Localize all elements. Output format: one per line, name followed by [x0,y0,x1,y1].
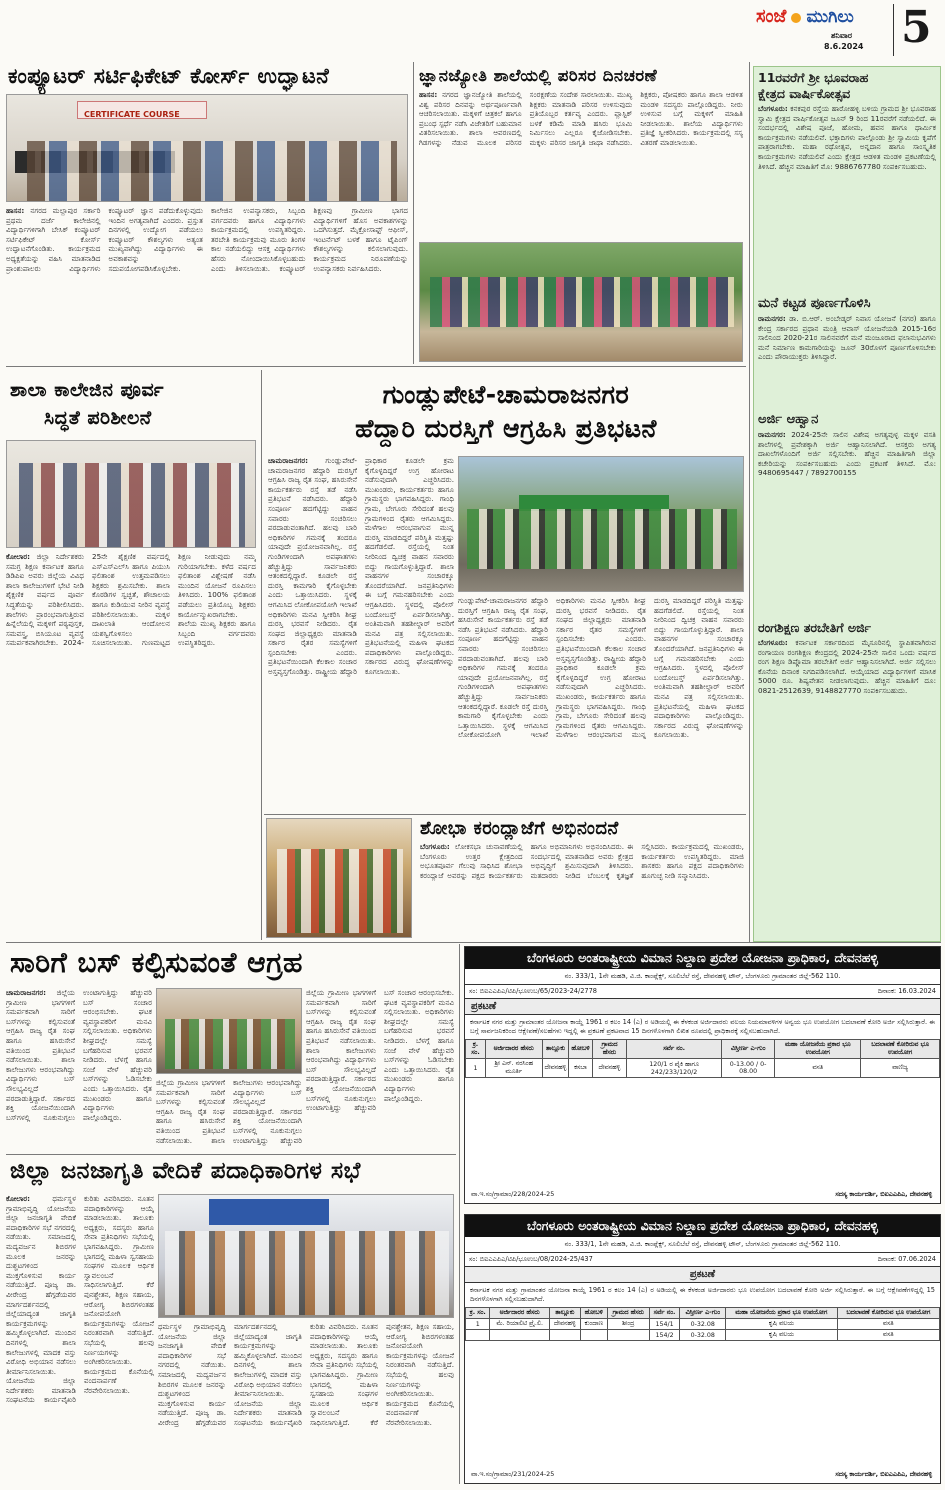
sidebar-b-headline: ಮನೆ ಕಟ್ಟಡ ಪೂರ್ಣಗೊಳಿಸಿ [758,296,871,311]
notice2-cell: ಮೆ. ರಿಯಾಲಿಟಿ ಪ್ರೈ.ಲಿ. [490,1319,549,1330]
story5-photo [266,818,412,938]
notice1-cell: 0-13.00 / 0-08.00 [721,1059,775,1078]
notice2-header-cell: ವಿಸ್ತೀರ್ಣ ಎ-ಗುಂ [680,1308,726,1319]
notice2-ref: ಸಂ: ಬಿಐಎಎಪಿಎ/ಟಿಪಿ/ಭೂಉಬ/08/2024-25/437 [469,1255,593,1263]
notice2-cell: ಶೀಂದ್ರ [607,1319,649,1330]
notice1-box [464,946,941,1204]
logo-mugilu: ಮುಗಿಲು [806,7,854,27]
notice2-header-cell: ಗ್ರಾಮದ ಹೆಸರು [607,1308,649,1319]
notice1-header-cell: ಮಹಾ ಯೋಜನೆಯ ಪ್ರಕಾರ ಭೂ ಉಪಯೋಗ [775,1040,861,1059]
sidebar-a-body: ಬೆಂಗಳೂರು: ಕನಕಪುರ ರಸ್ತೆಯ ಹಾರೋಹಳ್ಳಿ ಬಳಿಯ ಗ್ರಾಮದ ಶ್ರೀ ಭೂವರಾಹ ಸ್ವಾಮಿ ಕ್ಷೇತ್ರದ ವಾರ್ಷಿಕೋತ್ಸವ ಜೂನ್ 9 ರಿಂದ 11ರವರೆಗೆ ನಡೆಯಲಿದೆ. ಈ ಸಂದರ್ಭದಲ್ಲಿ ವಿಶೇಷ ಪೂಜೆ, ಹೋಮ, ಹವನ ಹಾಗೂ ಧಾರ್ಮಿಕ ಕಾರ್ಯಕ್ರಮಗಳು ನಡೆಯಲಿವೆ. ಭಕ್ತಾದಿಗಳು ಪಾಲ್ಗೊಂಡು ಶ್ರೀ ಸ್ವಾಮಿಯ ಕೃಪೆಗೆ ಪಾತ್ರರಾಗಬೇಕು. ಮಹಾ ರಥೋತ್ಸವ, ಅನ್ನದಾನ ಹಾಗೂ ಸಾಂಸ್ಕೃತಿಕ ಕಾರ್ಯಕ್ರಮಗಳು ನಡೆಯಲಿವೆ ಎಂದು ಕ್ಷೇತ್ರದ ಆಡಳಿತ ಮಂಡಳಿ ಪ್ರಕಟಣೆಯಲ್ಲಿ ತಿಳಿಸಿದೆ. ಹೆಚ್ಚಿನ ಮಾಹಿತಿಗೆ ಮೊ: 9886767780 ಸಂಪರ್ಕಿಸಬಹುದು. [758,104,936,171]
notice2-cell [607,1330,649,1341]
notice1-ref: ಸಂ: ಬಿಐಎಎಪಿಎ/ಟಿಪಿ/ಭೂಉಬ/65/2023-24/2778 [469,987,598,995]
notice1-date: ದಿನಾಂಕ: 16.03.2024 [877,987,936,995]
notice2-cell: 1 [466,1319,490,1330]
notice2-cell: 154/1 [649,1319,680,1330]
notice2-header-cell: ಅರ್ಜಿದಾರರ ಹೆಸರು [490,1308,549,1319]
story7-photo [158,1194,454,1318]
divider-story6 [6,1154,456,1155]
story4-headline: ಗುಂಡ್ಲುಪೇಟೆ-ಚಾಮರಾಜನಗರ ಹೆದ್ದಾರಿ ದುರಸ್ತಿಗೆ ಆಗ್ರಹಿಸಿ ಪ್ರತಿಭಟನೆ [355,380,657,443]
story6-body-right: ಜಿಲ್ಲೆಯ ಗ್ರಾಮೀಣ ಭಾಗಗಳಿಗೆ ಸಮರ್ಪಕವಾಗಿ ಸಾರಿಗೆ ಬಸ್‌ಗಳನ್ನು ಕಲ್ಪಿಸುವಂತೆ ಆಗ್ರಹಿಸಿ ರಾಜ್ಯ ರೈತ ಸಂಘ ಹಾಗೂ ಹಸಿರುಸೇನೆ ವತಿಯಿಂದ ಪ್ರತಿಭಟನೆ ನಡೆಸಲಾಯಿತು. ಶಾಲಾ ಕಾಲೇಜುಗಳು ಆರಂಭವಾಗಿದ್ದು ವಿದ್ಯಾರ್ಥಿಗಳು ಬಸ್ ಸೌಲಭ್ಯವಿಲ್ಲದೆ ಪರದಾಡುತ್ತಿದ್ದಾರೆ. ಸರ್ಕಾರದ ಶಕ್ತಿ ಯೋಜನೆಯಿಂದಾಗಿ ಬಸ್‌ಗಳಲ್ಲಿ ನೂಕುನುಗ್ಗಲು ಉಂಟಾಗುತ್ತಿದ್ದು ಹೆಚ್ಚುವರಿ [156,1078,302,1145]
notice2-cell: ಕೃಷಿ ವಲಯ [725,1319,837,1330]
notice2-footer: ಸದಸ್ಯ ಕಾರ್ಯದರ್ಶಿ, ಬಿಐಎಎಪಿಎ, ದೇವನಹಳ್ಳಿ [835,1470,932,1478]
notice2-cell: ವಸತಿ [837,1319,939,1330]
notice2-cell: 154/2 [649,1330,680,1341]
story6-body-left: ಚಾಮರಾಜನಗರ: ಜಿಲ್ಲೆಯ ಗ್ರಾಮೀಣ ಭಾಗಗಳಿಗೆ ಸಮರ್ಪಕವಾಗಿ ಸಾರಿಗೆ ಬಸ್‌ಗಳನ್ನು ಕಲ್ಪಿಸುವಂತೆ ಆಗ್ರಹಿಸಿ ರಾಜ್ಯ ರೈತ ಸಂಘ ಹಾಗೂ ಹಸಿರುಸೇನೆ ವತಿಯಿಂದ ಪ್ರತಿಭಟನೆ ನಡೆಸಲಾಯಿತು. ಶಾಲಾ ಕಾಲೇಜುಗಳು ಆರಂಭವಾಗಿದ್ದು ವಿದ್ಯಾರ್ಥಿಗಳು ಬಸ್ ಸೌಲಭ್ಯವಿಲ್ಲದೆ ಪರದಾಡುತ್ತಿದ್ದಾರೆ. ಸರ್ಕಾರದ ಶಕ್ತಿ ಯೋಜನೆಯಿಂದಾಗಿ ಬಸ್‌ಗಳಲ್ಲಿ ನೂಕುನುಗ್ಗಲು ಉಂಟಾಗುತ್ತಿದ್ದು ಹೆಚ್ಚುವರಿ ಬಸ್ ಸಂಚಾರ ಆರಂಭಿಸಬೇಕು. ಘಟಕ ವ್ಯವಸ್ಥಾಪಕರಿಗೆ ಮನವಿ ಸಲ್ಲಿಸಲಾಯಿತು. ಅಧಿಕಾರಿಗಳು ಶೀಘ್ರದಲ್ಲೇ ಸಮಸ್ಯೆ ಬಗೆಹರಿಸುವ ಭರವಸೆ ನೀಡಿದರು. ಬೆಳಗ್ಗೆ ಹಾಗೂ ಸಂಜೆ ವೇಳೆ ಹೆಚ್ಚುವರಿ ಬಸ್‌ಗಳನ್ನು ಓಡಿಸಬೇಕು ಎಂದು ಒತ್ತಾಯಿಸಿದರು. ರೈತ ಮುಖಂಡರು ಹಾಗೂ ವಿದ್ಯಾರ್ಥಿಗಳು ಪಾಲ್ಗೊಂಡಿದ್ದರು. [6,988,152,1122]
notice2-cell [490,1330,549,1341]
story7-body-right: ಧರ್ಮಸ್ಥಳ ಗ್ರಾಮಾಭಿವೃದ್ಧಿ ಯೋಜನೆಯ ಜಿಲ್ಲಾ ಜನಜಾಗೃತಿ ವೇದಿಕೆ ಪದಾಧಿಕಾರಿಗಳ ಸಭೆ ನಗರದಲ್ಲಿ ನಡೆಯಿತು. ಸಮಾಜದಲ್ಲಿ ಮದ್ಯವರ್ಜನ ಶಿಬಿರಗಳ ಮೂಲಕ ಜನರನ್ನು ದುಶ್ಚಟಗಳಿಂದ ಮುಕ್ತಗೊಳಿಸುವ ಕಾರ್ಯ ನಡೆಯುತ್ತಿದೆ. ಪೂಜ್ಯ ಡಾ. ವೀರೇಂದ್ರ ಹೆಗ್ಗಡೆಯವರ ಮಾರ್ಗದರ್ಶನದಲ್ಲಿ ಜಿಲ್ಲೆಯಾದ್ಯಂತ ಜಾಗೃತಿ ಕಾರ್ಯಕ್ರಮಗಳನ್ನು ಹಮ್ಮಿಕೊಳ್ಳಲಾಗಿದೆ. ಮುಂದಿನ ದಿನಗಳಲ್ಲಿ ಶಾಲಾ ಕಾಲೇಜುಗಳಲ್ಲಿ ಮಾದಕ ವಸ್ತು ವಿರೋಧಿ ಅಭಿಯಾನ ನಡೆಸಲು ತೀರ್ಮಾನಿಸಲಾಯಿತು. ಯೋಜನೆಯ ಜಿಲ್ಲಾ ನಿರ್ದೇಶಕರು ಮಾತನಾಡಿ ಸಂಘಟನೆಯ ಕಾರ್ಯವೈಖರಿ ಕುರಿತು ವಿವರಿಸಿದರು. ನೂತನ ಪದಾಧಿಕಾರಿಗಳನ್ನು ಆಯ್ಕೆ ಮಾಡಲಾಯಿತು. ತಾಲೂಕು ಅಧ್ಯಕ್ಷರು, ಸದಸ್ಯರು ಹಾಗೂ ಸೇವಾ ಪ್ರತಿನಿಧಿಗಳು ಸಭೆಯಲ್ಲಿ ಭಾಗವಹಿಸಿದ್ದರು. ಗ್ರಾಮೀಣ ಭಾಗದಲ್ಲಿ ಮಹಿಳಾ ಸ್ವಸಹಾಯ ಸಂಘಗಳ ಮೂಲಕ ಆರ್ಥಿಕ ಸ್ವಾವಲಂಬನೆ ಸಾಧಿಸಲಾಗುತ್ತಿದೆ. ಕೆರೆ ಪುನಶ್ಚೇತನ, ಶಿಕ್ಷಣ ಸಹಾಯ, ಆರೋಗ್ಯ ಶಿಬಿರಗಳಂತಹ ಜನೋಪಯೋಗಿ ಕಾರ್ಯಕ್ರಮಗಳನ್ನು ಯೋಜನೆ ನಿರಂತರವಾಗಿ ನಡೆಸುತ್ತಿದೆ. ಸಭೆಯಲ್ಲಿ ಹಲವು ನಿರ್ಣಯಗಳನ್ನು ಅಂಗೀಕರಿಸಲಾಯಿತು. ಕಾರ್ಯಕ್ರಮದ ಕೊನೆಯಲ್ಲಿ ವಂದನಾರ್ಪಣೆ ನೆರವೇರಿಸಲಾಯಿತು. [158,1322,454,1427]
notice1-footer-ref: ವಾ.ಇ.ಸಂ/ಗ್ರಾಮಾಂ/228/2024-25 [471,1190,555,1198]
people-group [27,141,397,201]
masthead-date: 8.6.2024 [824,42,864,51]
notice2-intro: ಕರ್ನಾಟಕ ನಗರ ಮತ್ತು ಗ್ರಾಮಾಂತರ ಯೋಜನಾ ಕಾಯ್ದೆ 1961 ರ ಕಲಂ 14 (ಎ) ರ ಅಡಿಯಲ್ಲಿ ಈ ಕೆಳಕಂಡ ಅರ್ಜಿದಾರರು ಭೂ ಉಪಯೋಗ ಬದಲಾವಣೆ ಕೋರಿ ಅರ್ಜಿ ಸಲ್ಲಿಸಿರುತ್ತಾರೆ. ಈ ಬಗ್ಗೆ ಆಕ್ಷೇಪಣೆಗಳಿದ್ದಲ್ಲಿ 15 ದಿನಗಳೊಳಗಾಗಿ ಸಲ್ಲಿಸಬಹುದಾಗಿದೆ. [470,1286,935,1303]
garland-group [277,849,403,933]
story5-headline: ಶೋಭಾ ಕರಂದ್ಲಾಜೆಗೆ ಅಭಿನಂದನೆ [420,818,619,839]
story6-photo [156,988,302,1074]
notice2-authority: ಬೆಂಗಳೂರು ಅಂತರಾಷ್ಟ್ರೀಯ ವಿಮಾನ ನಿಲ್ದಾಣ ಪ್ರದೇಶ ಯೋಜನಾ ಪ್ರಾಧಿಕಾರ, ದೇವನಹಳ್ಳಿ [465,1215,940,1237]
notice1-cell: 120/1 ರ ಪೈಕಿ ಹಾಗೂ 242/233/120/2 [627,1059,721,1078]
notice1-header-cell: ಹೋಬಳಿ [569,1040,592,1059]
notice1-title: ಪ್ರಕಟಣೆ [465,999,940,1015]
notice2-cell [549,1330,580,1341]
sidebar-a-headline: 11ರವರೆಗೆ ಶ್ರೀ ಭೂವರಾಹ ಕ್ಷೇತ್ರದ ವಾರ್ಷಿಕೋತ್ಸವ [758,70,869,101]
notice1-header-cell: ಕ್ರ. ಸಂ. [466,1040,486,1059]
table-row [466,1059,940,1078]
divider-col2 [749,62,750,942]
masthead-day: ಶನಿವಾರ [831,31,853,40]
notice1-header-cell: ವಿಸ್ತೀರ್ಣ ಎ-ಗುಂ [721,1040,775,1059]
story1-text: ನಗರದ ಮಲ್ಲಾಪುರ ಸರ್ಕಾರಿ ಪ್ರಥಮ ದರ್ಜೆ ಕಾಲೇಜಿನಲ್ಲಿ ವಿದ್ಯಾರ್ಥಿಗಳಿಗಾಗಿ ಬೇಸಿಕ್ ಕಂಪ್ಯೂಟರ್ ಸರ್ಟಿಫಿಕೇಟ್ ಕೋರ್ಸ್ ಉದ್ಘಾಟನೆಗೊಂಡಿತು. ಕಾರ್ಯಕ್ರಮದ ಅಧ್ಯಕ್ಷತೆಯನ್ನು ವಹಿಸಿ ಮಾತನಾಡಿದ ಪ್ರಾಂಶುಪಾಲರು ವಿದ್ಯಾರ್ಥಿಗಳು ಕಂಪ್ಯೂಟರ್ ಜ್ಞಾನ ಪಡೆದುಕೊಳ್ಳುವುದು ಇಂದಿನ ಅಗತ್ಯವಾಗಿದೆ ಎಂದರು. ಪ್ರಸ್ತುತ ದಿನಗಳಲ್ಲಿ ಉದ್ಯೋಗ ಪಡೆಯಲು ಕಂಪ್ಯೂಟರ್ ಕೌಶಲ್ಯಗಳು ಅತ್ಯಂತ ಮುಖ್ಯವಾಗಿದ್ದು ವಿದ್ಯಾರ್ಥಿಗಳು ಈ ಅವಕಾಶವನ್ನು ಸದುಪಯೋಗಪಡಿಸಿಕೊಳ್ಳಬೇಕು. ಕಾಲೇಜಿನ ಉಪನ್ಯಾಸಕರು, ಸಿಬ್ಬಂದಿ ವರ್ಗದವರು ಹಾಗೂ ವಿದ್ಯಾರ್ಥಿಗಳು ಕಾರ್ಯಕ್ರಮದಲ್ಲಿ ಉಪಸ್ಥಿತರಿದ್ದರು. ತರಬೇತಿ ಕಾರ್ಯಕ್ರಮವು ಮೂರು ತಿಂಗಳ ಕಾಲ ನಡೆಯಲಿದ್ದು ಆಸಕ್ತ ವಿದ್ಯಾರ್ಥಿಗಳು ಹೆಸರು ನೋಂದಾಯಿಸಿಕೊಳ್ಳಬಹುದು ಎಂದು ತಿಳಿಸಲಾಯಿತು. ಕಂಪ್ಯೂಟರ್ ಶಿಕ್ಷಣವು ಗ್ರಾಮೀಣ ಭಾಗದ ವಿದ್ಯಾರ್ಥಿಗಳಿಗೆ ಹೊಸ ಅವಕಾಶಗಳನ್ನು ಒದಗಿಸುತ್ತದೆ. ಮೈಕ್ರೋಸಾಫ್ಟ್ ಆಫೀಸ್, ಇಂಟರ್ನೆಟ್ ಬಳಕೆ ಹಾಗೂ ಟೈಪಿಂಗ್ ಕೌಶಲ್ಯಗಳನ್ನು ಕಲಿಸಲಾಗುವುದು. ಕಾರ್ಯಕ್ರಮದ ನಿರೂಪಣೆಯನ್ನು ಉಪನ್ಯಾಸಕರು ನಿರ್ವಹಿಸಿದರು. [6,206,408,273]
notice1-cell: 1 [466,1059,486,1078]
notice2-title: ಪ್ರಕಟಣೆ [465,1267,940,1283]
notice1-header-cell: ಅರ್ಜಿದಾರರ ಹೆಸರು [485,1040,542,1059]
masthead [756,4,941,56]
page-number: 5 [901,2,932,53]
sidebar-c-headline: ಅರ್ಜಿ ಆಹ್ವಾನ [758,412,819,427]
story6-headline: ಸಾರಿಗೆ ಬಸ್ ಕಲ್ಪಿಸುವಂತೆ ಆಗ್ರಹ [10,946,303,979]
logo-sanje: ಸಂಜೆ [756,6,787,27]
divider-story3 [261,370,262,940]
notice1-header-cell: ತಾಲ್ಲೂಕು [542,1040,569,1059]
story1-dateline: ಹಾಸನ: [6,206,25,215]
story4-photo [458,456,744,592]
sitting-protesters [165,1019,295,1069]
officials-group [19,463,245,547]
story1-body [6,206,408,362]
sidebar-b-body: ರಾಮನಗರ: ಡಾ. ಬಿ.ಆರ್. ಅಂಬೇಡ್ಕರ್ ನಿವಾಸ ಯೋಜನೆ (ನಗರ) ಹಾಗೂ ಕೇಂದ್ರ ಸರ್ಕಾರದ ಪ್ರಧಾನ ಮಂತ್ರಿ ಆವಾಸ್ ಯೋಜನೆಯಡಿ 2015-16ರ ಸಾಲಿನಿಂದ 2020-21ರ ಸಾಲಿನವರೆಗೆ ಮನೆ ಮಂಜೂರಾದ ಫಲಾನುಭವಿಗಳು ಮನೆ ನಿರ್ಮಾಣ ಕಾಮಗಾರಿಯನ್ನು ಜೂನ್ 30ರೊಳಗೆ ಪೂರ್ಣಗೊಳಿಸಬೇಕು ಎಂದು ಪೌರಾಯುಕ್ತರು ತಿಳಿಸಿದ್ದಾರೆ. [758,314,936,362]
notice2-cell: ಕುಂದಾಣ [580,1319,607,1330]
divider-story4 [264,814,746,815]
notice1-header-cell: ಸರ್ವೆ ನಂ. [627,1040,721,1059]
story4-body-bottom: ಗುಂಡ್ಲುಪೇಟೆ-ಚಾಮರಾಜನಗರ ಹೆದ್ದಾರಿ ದುರಸ್ತಿಗೆ ಆಗ್ರಹಿಸಿ ರಾಜ್ಯ ರೈತ ಸಂಘ, ಹಸಿರುಸೇನೆ ಕಾರ್ಯಕರ್ತರು ರಸ್ತೆ ತಡೆ ನಡೆಸಿ ಪ್ರತಿಭಟನೆ ನಡೆಸಿದರು. ಹೆದ್ದಾರಿ ಸಂಪೂರ್ಣ ಹದಗೆಟ್ಟಿದ್ದು ವಾಹನ ಸವಾರರು ಸಂಚರಿಸಲು ಪರದಾಡುವಂತಾಗಿದೆ. ಹಲವು ಬಾರಿ ಅಧಿಕಾರಿಗಳ ಗಮನಕ್ಕೆ ತಂದರೂ ಯಾವುದೇ ಪ್ರಯೋಜನವಾಗಿಲ್ಲ. ರಸ್ತೆ ಗುಂಡಿಗಳಿಂದಾಗಿ ಅಪಘಾತಗಳು ಹೆಚ್ಚುತ್ತಿದ್ದು ಸಾರ್ವಜನಿಕರು ಆತಂಕದಲ್ಲಿದ್ದಾರೆ. ಕೂಡಲೇ ರಸ್ತೆ ದುರಸ್ತಿ ಕಾಮಗಾರಿ ಕೈಗೊಳ್ಳಬೇಕು ಎಂದು ಒತ್ತಾಯಿಸಿದರು. ಸ್ಥಳಕ್ಕೆ ಆಗಮಿಸಿದ ಲೋಕೋಪಯೋಗಿ ಇಲಾಖೆ ಅಧಿಕಾರಿಗಳು ಮನವಿ ಸ್ವೀಕರಿಸಿ ಶೀಘ್ರ ದುರಸ್ತಿ ಭರವಸೆ ನೀಡಿದರು. ರೈತ ಸಂಘದ ಜಿಲ್ಲಾಧ್ಯಕ್ಷರು ಮಾತನಾಡಿ ಸರ್ಕಾರ ರೈತರ ಸಮಸ್ಯೆಗಳಿಗೆ ಸ್ಪಂದಿಸಬೇಕು ಎಂದರು. ಪ್ರತಿಭಟನೆಯಿಂದಾಗಿ ಕೆಲಕಾಲ ಸಂಚಾರ ಅಸ್ತವ್ಯಸ್ತಗೊಂಡಿತ್ತು. ರಾಷ್ಟ್ರೀಯ ಹೆದ್ದಾರಿ ಪ್ರಾಧಿಕಾರ ಕೂಡಲೇ ಕ್ರಮ ಕೈಗೊಳ್ಳದಿದ್ದರೆ ಉಗ್ರ ಹೋರಾಟ ನಡೆಸುವುದಾಗಿ ಎಚ್ಚರಿಸಿದರು. ಮುಖಂಡರು, ಕಾರ್ಯಕರ್ತರು ಹಾಗೂ ಗ್ರಾಮಸ್ಥರು ಭಾಗವಹಿಸಿದ್ದರು. ಗಾಂಧಿ ಗ್ರಾಮ, ಬೇಗೂರು ಸೇರಿದಂತೆ ಹಲವು ಗ್ರಾಮಗಳಿಂದ ರೈತರು ಆಗಮಿಸಿದ್ದರು. ಮಳೆಗಾಲ ಆರಂಭವಾಗುವ ಮುನ್ನ ದುರಸ್ತಿ ಮಾಡದಿದ್ದರೆ ಪರಿಸ್ಥಿತಿ ಮತ್ತಷ್ಟು ಹದಗೆಡಲಿದೆ. ರಸ್ತೆಯಲ್ಲಿ ನಿಂತ ನೀರಿನಿಂದ ದ್ವಿಚಕ್ರ ವಾಹನ ಸವಾರರು ಬಿದ್ದು ಗಾಯಗೊಳ್ಳುತ್ತಿದ್ದಾರೆ. ಶಾಲಾ ವಾಹನಗಳ ಸಂಚಾರಕ್ಕೂ ತೊಂದರೆಯಾಗಿದೆ. ಜನಪ್ರತಿನಿಧಿಗಳು ಈ ಬಗ್ಗೆ ಗಮನಹರಿಸಬೇಕು ಎಂದು ಆಗ್ರಹಿಸಿದರು. ಸ್ಥಳದಲ್ಲಿ ಪೊಲೀಸ್ ಬಂದೋಬಸ್ತ್ ಏರ್ಪಡಿಸಲಾಗಿತ್ತು. ಅಂತಿಮವಾಗಿ ತಹಶೀಲ್ದಾರ್ ಅವರಿಗೆ ಮನವಿ ಪತ್ರ ಸಲ್ಲಿಸಲಾಯಿತು. ಪ್ರತಿಭಟನೆಯಲ್ಲಿ ಮಹಿಳಾ ಘಟಕದ ಪದಾಧಿಕಾರಿಗಳು ಪಾಲ್ಗೊಂಡಿದ್ದರು. ಸರ್ಕಾರದ ವಿರುದ್ಧ ಘೋಷಣೆಗಳನ್ನು ಕೂಗಲಾಯಿತು. [458,596,744,740]
notice1-cell: ವಸತಿ [775,1059,861,1078]
notice2-footer-ref: ವಾ.ಇ.ಸಂ/ಗ್ರಾಮಾಂ/231/2024-25 [471,1470,555,1478]
story4-body-top: ಚಾಮರಾಜನಗರ: ಗುಂಡ್ಲುಪೇಟೆ-ಚಾಮರಾಜನಗರ ಹೆದ್ದಾರಿ ದುರಸ್ತಿಗೆ ಆಗ್ರಹಿಸಿ ರಾಜ್ಯ ರೈತ ಸಂಘ, ಹಸಿರುಸೇನೆ ಕಾರ್ಯಕರ್ತರು ರಸ್ತೆ ತಡೆ ನಡೆಸಿ ಪ್ರತಿಭಟನೆ ನಡೆಸಿದರು. ಹೆದ್ದಾರಿ ಸಂಪೂರ್ಣ ಹದಗೆಟ್ಟಿದ್ದು ವಾಹನ ಸವಾರರು ಸಂಚರಿಸಲು ಪರದಾಡುವಂತಾಗಿದೆ. ಹಲವು ಬಾರಿ ಅಧಿಕಾರಿಗಳ ಗಮನಕ್ಕೆ ತಂದರೂ ಯಾವುದೇ ಪ್ರಯೋಜನವಾಗಿಲ್ಲ. ರಸ್ತೆ ಗುಂಡಿಗಳಿಂದಾಗಿ ಅಪಘಾತಗಳು ಹೆಚ್ಚುತ್ತಿದ್ದು ಸಾರ್ವಜನಿಕರು ಆತಂಕದಲ್ಲಿದ್ದಾರೆ. ಕೂಡಲೇ ರಸ್ತೆ ದುರಸ್ತಿ ಕಾಮಗಾರಿ ಕೈಗೊಳ್ಳಬೇಕು ಎಂದು ಒತ್ತಾಯಿಸಿದರು. ಸ್ಥಳಕ್ಕೆ ಆಗಮಿಸಿದ ಲೋಕೋಪಯೋಗಿ ಇಲಾಖೆ ಅಧಿಕಾರಿಗಳು ಮನವಿ ಸ್ವೀಕರಿಸಿ ಶೀಘ್ರ ದುರಸ್ತಿ ಭರವಸೆ ನೀಡಿದರು. ರೈತ ಸಂಘದ ಜಿಲ್ಲಾಧ್ಯಕ್ಷರು ಮಾತನಾಡಿ ಸರ್ಕಾರ ರೈತರ ಸಮಸ್ಯೆಗಳಿಗೆ ಸ್ಪಂದಿಸಬೇಕು ಎಂದರು. ಪ್ರತಿಭಟನೆಯಿಂದಾಗಿ ಕೆಲಕಾಲ ಸಂಚಾರ ಅಸ್ತವ್ಯಸ್ತಗೊಂಡಿತ್ತು. ರಾಷ್ಟ್ರೀಯ ಹೆದ್ದಾರಿ ಪ್ರಾಧಿಕಾರ ಕೂಡಲೇ ಕ್ರಮ ಕೈಗೊಳ್ಳದಿದ್ದರೆ ಉಗ್ರ ಹೋರಾಟ ನಡೆಸುವುದಾಗಿ ಎಚ್ಚರಿಸಿದರು. ಮುಖಂಡರು, ಕಾರ್ಯಕರ್ತರು ಹಾಗೂ ಗ್ರಾಮಸ್ಥರು ಭಾಗವಹಿಸಿದ್ದರು. ಗಾಂಧಿ ಗ್ರಾಮ, ಬೇಗೂರು ಸೇರಿದಂತೆ ಹಲವು ಗ್ರಾಮಗಳಿಂದ ರೈತರು ಆಗಮಿಸಿದ್ದರು. ಮಳೆಗಾಲ ಆರಂಭವಾಗುವ ಮುನ್ನ ದುರಸ್ತಿ ಮಾಡದಿದ್ದರೆ ಪರಿಸ್ಥಿತಿ ಮತ್ತಷ್ಟು ಹದಗೆಡಲಿದೆ. ರಸ್ತೆಯಲ್ಲಿ ನಿಂತ ನೀರಿನಿಂದ ದ್ವಿಚಕ್ರ ವಾಹನ ಸವಾರರು ಬಿದ್ದು ಗಾಯಗೊಳ್ಳುತ್ತಿದ್ದಾರೆ. ಶಾಲಾ ವಾಹನಗಳ ಸಂಚಾರಕ್ಕೂ ತೊಂದರೆಯಾಗಿದೆ. ಜನಪ್ರತಿನಿಧಿಗಳು ಈ ಬಗ್ಗೆ ಗಮನಹರಿಸಬೇಕು ಎಂದು ಆಗ್ರಹಿಸಿದರು. ಸ್ಥಳದಲ್ಲಿ ಪೊಲೀಸ್ ಬಂದೋಬಸ್ತ್ ಏರ್ಪಡಿಸಲಾಗಿತ್ತು. ಅಂತಿಮವಾಗಿ ತಹಶೀಲ್ದಾರ್ ಅವರಿಗೆ ಮನವಿ ಪತ್ರ ಸಲ್ಲಿಸಲಾಯಿತು. ಪ್ರತಿಭಟನೆಯಲ್ಲಿ ಮಹಿಳಾ ಘಟಕದ ಪದಾಧಿಕಾರಿಗಳು ಪಾಲ್ಗೊಂಡಿದ್ದರು. ಸರ್ಕಾರದ ವಿರುದ್ಧ ಘೋಷಣೆಗಳನ್ನು ಕೂಗಲಾಯಿತು. [268,456,454,677]
masthead-logo [756,6,891,30]
notice1-header-cell: ಬದಲಾವಣೆ ಕೋರಿರುವ ಭೂ ಉಪಯೋಗ [861,1040,940,1059]
story7-headline: ಜಿಲ್ಲಾ ಜನಜಾಗೃತಿ ವೇದಿಕೆ ಪದಾಧಿಕಾರಿಗಳ ಸಭೆ [10,1158,361,1184]
notice2-header-cell: ಸರ್ವೆ ನಂ. [649,1308,680,1319]
story6-body-far: ಜಿಲ್ಲೆಯ ಗ್ರಾಮೀಣ ಭಾಗಗಳಿಗೆ ಸಮರ್ಪಕವಾಗಿ ಸಾರಿಗೆ ಬಸ್‌ಗಳನ್ನು ಕಲ್ಪಿಸುವಂತೆ ಆಗ್ರಹಿಸಿ ರಾಜ್ಯ ರೈತ ಸಂಘ ಹಾಗೂ ಹಸಿರುಸೇನೆ ವತಿಯಿಂದ ಪ್ರತಿಭಟನೆ ನಡೆಸಲಾಯಿತು. ಶಾಲಾ ಕಾಲೇಜುಗಳು ಆರಂಭವಾಗಿದ್ದು ವಿದ್ಯಾರ್ಥಿಗಳು ಬಸ್ ಸೌಲಭ್ಯವಿಲ್ಲದೆ ಪರದಾಡುತ್ತಿದ್ದಾರೆ. ಸರ್ಕಾರದ ಶಕ್ತಿ ಯೋಜನೆಯಿಂದಾಗಿ ಬಸ್‌ಗಳಲ್ಲಿ ನೂಕುನುಗ್ಗಲು ಉಂಟಾಗುತ್ತಿದ್ದು ಹೆಚ್ಚುವರಿ ಬಸ್ ಸಂಚಾರ ಆರಂಭಿಸಬೇಕು. ಘಟಕ ವ್ಯವಸ್ಥಾಪಕರಿಗೆ ಮನವಿ ಸಲ್ಲಿಸಲಾಯಿತು. ಅಧಿಕಾರಿಗಳು ಶೀಘ್ರದಲ್ಲೇ ಸಮಸ್ಯೆ ಬಗೆಹರಿಸುವ ಭರವಸೆ ನೀಡಿದರು. ಬೆಳಗ್ಗೆ ಹಾಗೂ ಸಂಜೆ ವೇಳೆ ಹೆಚ್ಚುವರಿ ಬಸ್‌ಗಳನ್ನು ಓಡಿಸಬೇಕು ಎಂದು ಒತ್ತಾಯಿಸಿದರು. ರೈತ ಮುಖಂಡರು ಹಾಗೂ ವಿದ್ಯಾರ್ಥಿಗಳು ಪಾಲ್ಗೊಂಡಿದ್ದರು. [306,988,454,1113]
students-group [430,277,734,327]
divider-bottom [459,944,460,1484]
notice2-cell: ವಸತಿ [837,1330,939,1341]
story7-body-left: ಕೋಲಾರ: ಧರ್ಮಸ್ಥಳ ಗ್ರಾಮಾಭಿವೃದ್ಧಿ ಯೋಜನೆಯ ಜಿಲ್ಲಾ ಜನಜಾಗೃತಿ ವೇದಿಕೆ ಪದಾಧಿಕಾರಿಗಳ ಸಭೆ ನಗರದಲ್ಲಿ ನಡೆಯಿತು. ಸಮಾಜದಲ್ಲಿ ಮದ್ಯವರ್ಜನ ಶಿಬಿರಗಳ ಮೂಲಕ ಜನರನ್ನು ದುಶ್ಚಟಗಳಿಂದ ಮುಕ್ತಗೊಳಿಸುವ ಕಾರ್ಯ ನಡೆಯುತ್ತಿದೆ. ಪೂಜ್ಯ ಡಾ. ವೀರೇಂದ್ರ ಹೆಗ್ಗಡೆಯವರ ಮಾರ್ಗದರ್ಶನದಲ್ಲಿ ಜಿಲ್ಲೆಯಾದ್ಯಂತ ಜಾಗೃತಿ ಕಾರ್ಯಕ್ರಮಗಳನ್ನು ಹಮ್ಮಿಕೊಳ್ಳಲಾಗಿದೆ. ಮುಂದಿನ ದಿನಗಳಲ್ಲಿ ಶಾಲಾ ಕಾಲೇಜುಗಳಲ್ಲಿ ಮಾದಕ ವಸ್ತು ವಿರೋಧಿ ಅಭಿಯಾನ ನಡೆಸಲು ತೀರ್ಮಾನಿಸಲಾಯಿತು. ಯೋಜನೆಯ ಜಿಲ್ಲಾ ನಿರ್ದೇಶಕರು ಮಾತನಾಡಿ ಸಂಘಟನೆಯ ಕಾರ್ಯವೈಖರಿ ಕುರಿತು ವಿವರಿಸಿದರು. ನೂತನ ಪದಾಧಿಕಾರಿಗಳನ್ನು ಆಯ್ಕೆ ಮಾಡಲಾಯಿತು. ತಾಲೂಕು ಅಧ್ಯಕ್ಷರು, ಸದಸ್ಯರು ಹಾಗೂ ಸೇವಾ ಪ್ರತಿನಿಧಿಗಳು ಸಭೆಯಲ್ಲಿ ಭಾಗವಹಿಸಿದ್ದರು. ಗ್ರಾಮೀಣ ಭಾಗದಲ್ಲಿ ಮಹಿಳಾ ಸ್ವಸಹಾಯ ಸಂಘಗಳ ಮೂಲಕ ಆರ್ಥಿಕ ಸ್ವಾವಲಂಬನೆ ಸಾಧಿಸಲಾಗುತ್ತಿದೆ. ಕೆರೆ ಪುನಶ್ಚೇತನ, ಶಿಕ್ಷಣ ಸಹಾಯ, ಆರೋಗ್ಯ ಶಿಬಿರಗಳಂತಹ ಜನೋಪಯೋಗಿ ಕಾರ್ಯಕ್ರಮಗಳನ್ನು ಯೋಜನೆ ನಿರಂತರವಾಗಿ ನಡೆಸುತ್ತಿದೆ. ಸಭೆಯಲ್ಲಿ ಹಲವು ನಿರ್ಣಯಗಳನ್ನು ಅಂಗೀಕರಿಸಲಾಯಿತು. ಕಾರ್ಯಕ್ರಮದ ಕೊನೆಯಲ್ಲಿ ವಂದನಾರ್ಪಣೆ ನೆರವೇರಿಸಲಾಯಿತು. [6,1194,154,1405]
story2-dateline: ಹಾಸನ: [419,90,438,99]
table-row [466,1319,940,1330]
notice2-header-cell: ತಾಲ್ಲೂಕು [549,1308,580,1319]
sidebar-c-body: ರಾಮನಗರ: 2024-25ನೇ ಸಾಲಿನ ವಿಶೇಷ ಅಗತ್ಯವುಳ್ಳ ಮಕ್ಕಳ ವಸತಿ ಶಾಲೆಗಳಲ್ಲಿ ಪ್ರವೇಶಕ್ಕಾಗಿ ಅರ್ಜಿ ಆಹ್ವಾನಿಸಲಾಗಿದೆ. ಆಸಕ್ತರು ಅಗತ್ಯ ದಾಖಲೆಗಳೊಂದಿಗೆ ಅರ್ಜಿ ಸಲ್ಲಿಸಬೇಕು. ಹೆಚ್ಚಿನ ಮಾಹಿತಿಗಾಗಿ ಜಿಲ್ಲಾ ಕಚೇರಿಯನ್ನು ಸಂಪರ್ಕಿಸಬಹುದು ಎಂದು ಪ್ರಕಟಣೆ ತಿಳಿಸಿದೆ. ಮೊ: 9480695447 / 7892700155 [758,430,936,478]
notice2-cell: ಕೃಷಿ ವಲಯ [725,1330,837,1341]
table-row [466,1330,940,1341]
notice1-footer: ಸದಸ್ಯ ಕಾರ್ಯದರ್ಶಿ, ಬಿಐಎಎಪಿಎ, ದೇವನಹಳ್ಳಿ [835,1190,932,1198]
masthead-divider [893,4,894,56]
divider-col1 [413,62,414,364]
story3-body: ಕೋಲಾರ: ಜಿಲ್ಲಾ ನಿರ್ದೇಶಕರು ಸಮಗ್ರ ಶಿಕ್ಷಣ ಕರ್ನಾಟಕ ಹಾಗೂ ಡಿಡಿಪಿಐ ಅವರು ಜಿಲ್ಲೆಯ ವಿವಿಧ ಶಾಲಾ ಕಾಲೇಜುಗಳಿಗೆ ಭೇಟಿ ನೀಡಿ ಶೈಕ್ಷಣಿಕ ವರ್ಷದ ಪೂರ್ವ ಸಿದ್ಧತೆಯನ್ನು ಪರಿಶೀಲಿಸಿದರು. ಶಾಲೆಗಳು ಪ್ರಾರಂಭವಾಗುತ್ತಿರುವ ಹಿನ್ನೆಲೆಯಲ್ಲಿ ಮಕ್ಕಳಿಗೆ ಪಠ್ಯಪುಸ್ತಕ, ಸಮವಸ್ತ್ರ, ಬಿಸಿಯೂಟ ವ್ಯವಸ್ಥೆ ಸಮರ್ಪಕವಾಗಿರಬೇಕು. 2024-25ನೇ ಶೈಕ್ಷಣಿಕ ವರ್ಷದಲ್ಲಿ ಎಸ್‌ಎಸ್‌ಎಲ್‌ಸಿ ಹಾಗೂ ಪಿಯುಸಿ ಫಲಿತಾಂಶ ಉತ್ತಮಪಡಿಸಲು ಶಿಕ್ಷಕರು ಶ್ರಮಿಸಬೇಕು. ಶಾಲಾ ಕೊಠಡಿಗಳ ಸ್ವಚ್ಛತೆ, ಶೌಚಾಲಯ ಹಾಗೂ ಕುಡಿಯುವ ನೀರಿನ ವ್ಯವಸ್ಥೆ ಪರಿಶೀಲಿಸಲಾಯಿತು. ಮಕ್ಕಳ ದಾಖಲಾತಿ ಆಂದೋಲನ ಯಶಸ್ವಿಗೊಳಿಸಲು ಸೂಚಿಸಲಾಯಿತು. ಗುಣಮಟ್ಟದ ಶಿಕ್ಷಣ ನೀಡುವುದು ನಮ್ಮ ಗುರಿಯಾಗಬೇಕು. ಕಳೆದ ವರ್ಷದ ಫಲಿತಾಂಶ ವಿಶ್ಲೇಷಣೆ ನಡೆಸಿ ಮುಂದಿನ ಯೋಜನೆ ರೂಪಿಸಲು ತಿಳಿಸಿದರು. 100% ಫಲಿತಾಂಶ ಪಡೆಯಲು ಪ್ರತಿಯೊಬ್ಬ ಶಿಕ್ಷಕರು ಕಾರ್ಯೋನ್ಮುಖರಾಗಬೇಕು. ಶಾಲೆಯ ಮುಖ್ಯ ಶಿಕ್ಷಕರು ಹಾಗೂ ಸಿಬ್ಬಂದಿ ವರ್ಗದವರು ಉಪಸ್ಥಿತರಿದ್ದರು. [6,552,256,648]
story3-photo [6,440,256,548]
dignitaries-group [165,1231,449,1315]
story2-headline: ಜ್ಞಾನಜ್ಯೋತಿ ಶಾಲೆಯಲ್ಲಿ ಪರಿಸರ ದಿನಚರಣೆ [419,66,658,85]
stage-banner [209,1199,329,1225]
story2-photo [419,242,743,362]
notice2-cell [580,1330,607,1341]
notice1-intro: ಕರ್ನಾಟಕ ನಗರ ಮತ್ತು ಗ್ರಾಮಾಂತರ ಯೋಜನಾ ಕಾಯ್ದೆ 1961 ರ ಕಲಂ 14 (ಎ) ರ ಅಡಿಯಲ್ಲಿ ಈ ಕೆಳಕಂಡ ಅರ್ಜಿದಾರರು ವಲಯ ನಿಯಮಾವಳಿಗಳ ಅನ್ವಯ ಭೂ ಉಪಯೋಗ ಬದಲಾವಣೆ ಕೋರಿ ಅರ್ಜಿ ಸಲ್ಲಿಸಿರುತ್ತಾರೆ. ಈ ಬಗ್ಗೆ ಸಾರ್ವಜನಿಕರಿಂದ ಆಕ್ಷೇಪಣೆ/ಸಲಹೆಗಳು ಇದ್ದಲ್ಲಿ ಈ ಪ್ರಕಟಣೆ ಪ್ರಕಟವಾದ 15 ದಿನಗಳೊಳಗಾಗಿ ಲಿಖಿತ ರೂಪದಲ್ಲಿ ಪ್ರಾಧಿಕಾರಕ್ಕೆ ಸಲ್ಲಿಸಬಹುದಾಗಿದೆ. [470,1018,935,1035]
notice2-table [465,1307,940,1341]
sun-icon [791,13,801,23]
notice1-cell: ಶ್ರೀ ಎನ್. ನರಸಿಂಹ ಮೂರ್ತಿ [485,1059,542,1078]
story1-photo [6,94,408,202]
sidebar-d-headline: ರಂಗಶಿಕ್ಷಣ ತರಬೇತಿಗೆ ಅರ್ಜಿ [758,620,871,635]
story5-body: ಬೆಂಗಳೂರು: ಲೋಕಸಭಾ ಚುನಾವಣೆಯಲ್ಲಿ ಬೆಂಗಳೂರು ಉತ್ತರ ಕ್ಷೇತ್ರದಿಂದ ಅಭೂತಪೂರ್ವ ಗೆಲುವು ಸಾಧಿಸಿದ ಶೋಭಾ ಕರಂದ್ಲಾಜೆ ಅವರನ್ನು ಪಕ್ಷದ ಕಾರ್ಯಕರ್ತರು ಹಾಗೂ ಅಭಿಮಾನಿಗಳು ಅಭಿನಂದಿಸಿದರು. ಈ ಸಂದರ್ಭದಲ್ಲಿ ಮಾತನಾಡಿದ ಅವರು ಕ್ಷೇತ್ರದ ಅಭಿವೃದ್ಧಿಗೆ ಶ್ರಮಿಸುವುದಾಗಿ ತಿಳಿಸಿದರು. ಮತದಾರರು ನೀಡಿದ ಬೆಂಬಲಕ್ಕೆ ಕೃತಜ್ಞತೆ ಸಲ್ಲಿಸಿದರು. ಕಾರ್ಯಕ್ರಮದಲ್ಲಿ ಮುಖಂಡರು, ಕಾರ್ಯಕರ್ತರು ಉಪಸ್ಥಿತರಿದ್ದರು. ಮಾಜಿ ಶಾಸಕರು ಹಾಗೂ ಪಕ್ಷದ ಪದಾಧಿಕಾರಿಗಳು ಹೂಗುಚ್ಛ ನೀಡಿ ಸನ್ಮಾನಿಸಿದರು. [420,842,744,880]
notice1-table [465,1039,940,1078]
notice1-address: ನಂ. 333/1, 1ನೇ ಮಹಡಿ, ವಿ.ಜಿ. ಕಾಂಪ್ಲೆಕ್ಸ್, ಸೂಲಿಬೆಲೆ ರಸ್ತೆ, ದೇವನಹಳ್ಳಿ ಟೌನ್, ಬೆಂಗಳೂರು ಗ್ರಾಮಾಂತರ ಜಿಲ್ಲೆ-562 110. [465,969,940,985]
notice2-header-cell: ಕ್ರ. ಸಂ. [466,1308,490,1319]
notice1-cell: ದೇವನಹಳ್ಳಿ [542,1059,569,1078]
notice1-cell: ವಾಣಿಜ್ಯ [861,1059,940,1078]
notice1-authority: ಬೆಂಗಳೂರು ಅಂತರಾಷ್ಟ್ರೀಯ ವಿಮಾನ ನಿಲ್ದಾಣ ಪ್ರದೇಶ ಯೋಜನಾ ಪ್ರಾಧಿಕಾರ, ದೇವನಹಳ್ಳಿ [465,947,940,969]
notice2-header-cell: ಬದಲಾವಣೆ ಕೋರಿರುವ ಭೂ ಉಪಯೋಗ [837,1308,939,1319]
story3-headline: ಶಾಲಾ ಕಾಲೇಜಿನ ಪೂರ್ವ ಸಿದ್ಧತೆ ಪರಿಶೀಲನೆ [10,379,165,429]
notice1-cell: ದೇವನಹಳ್ಳಿ [592,1059,627,1078]
notice2-cell [466,1330,490,1341]
notice2-cell: 0-32.08 [680,1319,726,1330]
protesters-group [467,509,737,569]
notice2-box [464,1214,941,1484]
story2-text: ನಗರದ ಜ್ಞಾನಜ್ಯೋತಿ ಶಾಲೆಯಲ್ಲಿ ವಿಶ್ವ ಪರಿಸರ ದಿನವನ್ನು ಅರ್ಥಪೂರ್ಣವಾಗಿ ಆಚರಿಸಲಾಯಿತು. ಮಕ್ಕಳಿಗೆ ಚಿತ್ರಕಲೆ ಹಾಗೂ ಪ್ರಬಂಧ ಸ್ಪರ್ಧೆ ನಡೆಸಿ ವಿಜೇತರಿಗೆ ಬಹುಮಾನ ವಿತರಿಸಲಾಯಿತು. ಶಾಲಾ ಆವರಣದಲ್ಲಿ ಗಿಡಗಳನ್ನು ನೆಡುವ ಮೂಲಕ ಪರಿಸರ ಸಂರಕ್ಷಣೆಯ ಸಂದೇಶ ಸಾರಲಾಯಿತು. ಮುಖ್ಯ ಶಿಕ್ಷಕರು ಮಾತನಾಡಿ ಪರಿಸರ ಉಳಿಸುವುದು ಪ್ರತಿಯೊಬ್ಬರ ಕರ್ತವ್ಯ ಎಂದರು. ಪ್ಲಾಸ್ಟಿಕ್ ಬಳಕೆ ಕಡಿಮೆ ಮಾಡಿ ಹಸಿರು ಭೂಮಿ ನಿರ್ಮಿಸಲು ಎಲ್ಲರೂ ಕೈಜೋಡಿಸಬೇಕು. ಮಕ್ಕಳು ಪರಿಸರ ಜಾಗೃತಿ ಜಾಥಾ ನಡೆಸಿದರು. ಶಿಕ್ಷಕರು, ಪೋಷಕರು ಹಾಗೂ ಶಾಲಾ ಆಡಳಿತ ಮಂಡಳಿ ಸದಸ್ಯರು ಪಾಲ್ಗೊಂಡಿದ್ದರು. ನೀರು ಉಳಿಸುವ ಬಗ್ಗೆ ಮಕ್ಕಳಿಗೆ ಮಾಹಿತಿ ನೀಡಲಾಯಿತು. ಶಾಲೆಯ ವಿದ್ಯಾರ್ಥಿಗಳು ಪ್ರತಿಜ್ಞೆ ಸ್ವೀಕರಿಸಿದರು. ಕಾರ್ಯಕ್ರಮದಲ್ಲಿ ಸಸ್ಯ ವಿತರಣೆ ಮಾಡಲಾಯಿತು. [419,90,743,147]
story2-body [419,90,743,238]
story1-headline: ಕಂಪ್ಯೂಟರ್ ಸರ್ಟಿಫಿಕೇಟ್ ಕೋರ್ಸ್ ಉದ್ಘಾಟನೆ [8,64,330,88]
notice1-cell: ಕಸಬಾ [569,1059,592,1078]
notice2-header-cell: ಹೋಬಳಿ [580,1308,607,1319]
divider-row2 [6,942,941,943]
certificate-banner: CERTIFICATE COURSE [77,101,207,119]
notice1-header-cell: ಗ್ರಾಮದ ಹೆಸರು [592,1040,627,1059]
divider-row1 [6,366,746,367]
notice2-cell: ದೇವನಹಳ್ಳಿ [549,1319,580,1330]
notice2-header-cell: ಮಹಾ ಯೋಜನೆಯ ಪ್ರಕಾರ ಭೂ ಉಪಯೋಗ [725,1308,837,1319]
notice2-address: ನಂ. 333/1, 1ನೇ ಮಹಡಿ, ವಿ.ಜಿ. ಕಾಂಪ್ಲೆಕ್ಸ್, ಸೂಲಿಬೆಲೆ ರಸ್ತೆ, ದೇವನಹಳ್ಳಿ ಟೌನ್, ಬೆಂಗಳೂರು ಗ್ರಾಮಾಂತರ ಜಿಲ್ಲೆ-562 110. [465,1237,940,1253]
notice2-cell: 0-32.08 [680,1330,726,1341]
sidebar-d-body: ಬೆಂಗಳೂರು: ಕರ್ನಾಟಕ ಸರ್ಕಾರದಿಂದ ಮೈಸೂರಿನಲ್ಲಿ ಸ್ಥಾಪಿತವಾಗಿರುವ ರಂಗಾಯಣ ರಂಗಶಿಕ್ಷಣ ಕೇಂದ್ರದಲ್ಲಿ 2024-25ನೇ ಸಾಲಿನ ಒಂದು ವರ್ಷದ ರಂಗ ಶಿಕ್ಷಣ ಡಿಪ್ಲೊಮಾ ತರಬೇತಿಗೆ ಅರ್ಜಿ ಆಹ್ವಾನಿಸಲಾಗಿದೆ. ಅರ್ಜಿ ಸಲ್ಲಿಸಲು ಕೊನೆಯ ದಿನಾಂಕ ನಿಗದಿಪಡಿಸಲಾಗಿದೆ. ಆಯ್ಕೆಯಾದ ವಿದ್ಯಾರ್ಥಿಗಳಿಗೆ ಮಾಸಿಕ 5000 ರೂ. ಶಿಷ್ಯವೇತನ ನೀಡಲಾಗುವುದು. ಹೆಚ್ಚಿನ ಮಾಹಿತಿಗೆ ದೂ: 0821-2512639, 9148827770 ಸಂಪರ್ಕಿಸಬಹುದು. [758,638,936,695]
notice2-date: ದಿನಾಂಕ: 07.06.2024 [877,1255,936,1263]
